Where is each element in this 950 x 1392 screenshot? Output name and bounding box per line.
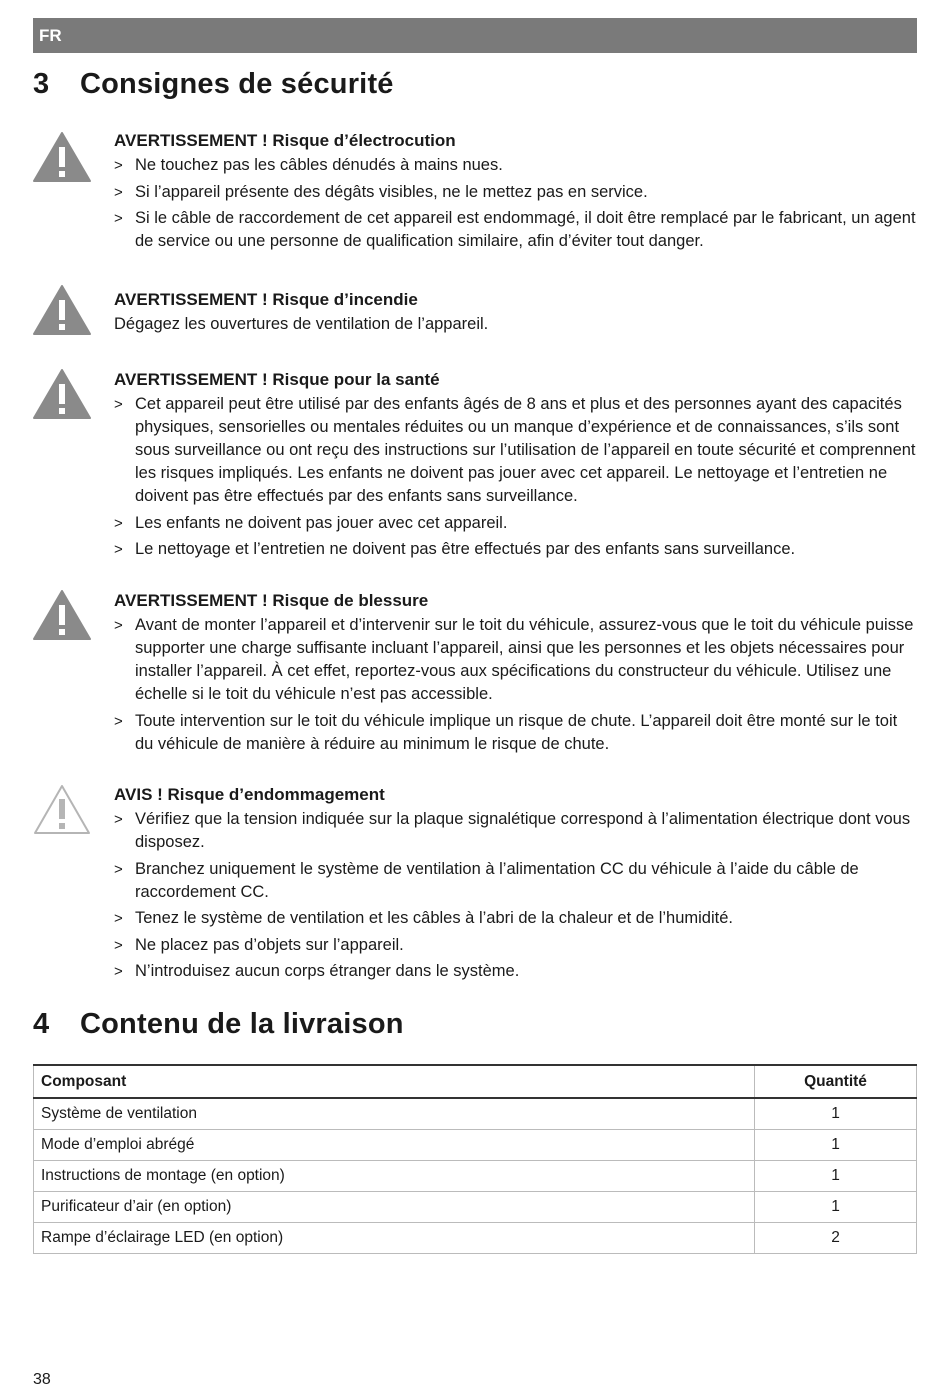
list-item (114, 960, 919, 983)
list-item-text: Cet appareil peut être utilisé par des enfants âgés de 8 ans et plus et des personnes ayant des capacités physiques, sensorielles ou mentales réduites ou un manque d’expérience et de connaissances, s’ils sont sous surveillance ou ont reçu des instructions sur l’utilisation de l’appareil en toute sécurité et comprennent les risques impliqués. Les enfants ne doivent pas jouer avec cet appareil. Le nettoyage et l’entretien ne doivent pas être effectués par des enfants sans surveillance. (135, 395, 916, 505)
quantity-cell: 2 (755, 1223, 917, 1254)
warning-list (114, 154, 919, 253)
notice-title: AVIS ! Risque d’endommagement (114, 785, 385, 804)
component-cell: Système de ventilation (34, 1098, 755, 1130)
bullet-chevron-icon: > (114, 963, 123, 980)
bullet-chevron-icon: > (114, 936, 123, 954)
section-title-text: Consignes de sécurité (80, 68, 394, 100)
component-cell: Instructions de montage (en option) (34, 1161, 755, 1192)
table-header-row (34, 1065, 917, 1098)
warning-triangle-icon (32, 131, 92, 183)
list-item-text: Avant de monter l’appareil et d’intervenir sur le toit du véhicule, assurez-vous que le toit du véhicule puisse supporter une charge suffisante incluant l’appareil, ainsi que les personnes et les objets nécessaires pour installer l’appareil. À cet effet, reportez-vous aux spécifications du constructeur du véhicule. Utilisez une échelle si le toit du véhicule n’est pas accessible. (135, 616, 914, 703)
list-item (114, 512, 919, 535)
notice-triangle-icon (32, 783, 92, 835)
list-item (114, 710, 919, 756)
list-item (114, 393, 919, 508)
table-row (34, 1192, 917, 1223)
component-cell: Purificateur d’air (en option) (34, 1192, 755, 1223)
component-cell: Mode d’emploi abrégé (34, 1130, 755, 1161)
section-number: 3 (33, 68, 50, 100)
warning-list (114, 614, 919, 756)
list-item (114, 907, 919, 930)
bullet-chevron-icon: > (114, 910, 123, 927)
column-header-quantity: Quantité (755, 1065, 917, 1098)
warning-triangle-icon (32, 368, 92, 420)
warning-title: AVERTISSEMENT ! Risque de blessure (114, 591, 429, 610)
section-number: 4 (33, 1008, 50, 1040)
table-row (34, 1161, 917, 1192)
warning-title: AVERTISSEMENT ! Risque pour la santé (114, 370, 440, 389)
bullet-chevron-icon: > (114, 860, 123, 878)
list-item (114, 181, 919, 204)
warning-triangle-icon (32, 284, 92, 336)
list-item-text: Vérifiez que la tension indiquée sur la plaque signalétique correspond à l’alimentation électrique dont vous disposez. (135, 810, 911, 851)
section-3-title (33, 68, 394, 101)
notice-list (114, 808, 919, 983)
language-header-bar (33, 18, 917, 53)
list-item (114, 934, 919, 957)
component-cell: Rampe d’éclairage LED (en option) (34, 1223, 755, 1254)
table-row (34, 1130, 917, 1161)
list-item (114, 207, 919, 253)
quantity-cell: 1 (755, 1161, 917, 1192)
table-row (34, 1223, 917, 1254)
list-item-text: N’introduisez aucun corps étranger dans le système. (135, 962, 520, 980)
list-item-text: Tenez le système de ventilation et les câbles à l’abri de la chaleur et de l’humidité. (135, 909, 733, 927)
bullet-chevron-icon: > (114, 210, 123, 227)
list-item-text: Si l’appareil présente des dégâts visibles, ne le mettez pas en service. (135, 182, 648, 201)
list-item (114, 154, 919, 177)
bullet-chevron-icon: > (114, 712, 123, 730)
warning-triangle-icon (32, 589, 92, 641)
list-item (114, 538, 919, 561)
page-number: 38 (33, 1371, 51, 1388)
list-item-text: Branchez uniquement le système de ventilation à l’alimentation CC du véhicule à l’aide du câble de raccordement CC. (135, 859, 859, 901)
language-label: FR (39, 26, 62, 45)
list-item (114, 808, 919, 854)
list-item-text: Ne placez pas d’objets sur l’appareil. (135, 935, 404, 954)
bullet-chevron-icon: > (114, 157, 123, 174)
warning-title: AVERTISSEMENT ! Risque d’incendie (114, 290, 418, 309)
list-item-text: Ne touchez pas les câbles dénudés à mains nues. (135, 156, 503, 174)
list-item-text: Le nettoyage et l’entretien ne doivent pas être effectués par des enfants sans surveillance. (135, 540, 796, 558)
section-title-text: Contenu de la livraison (80, 1008, 404, 1040)
bullet-chevron-icon: > (114, 541, 123, 558)
warning-title: AVERTISSEMENT ! Risque d’électrocution (114, 131, 456, 150)
list-item (114, 858, 919, 904)
table-row (34, 1098, 917, 1130)
bullet-chevron-icon: > (114, 396, 123, 413)
bullet-chevron-icon: > (114, 183, 123, 201)
quantity-cell: 1 (755, 1130, 917, 1161)
warning-list (114, 393, 919, 561)
bullet-chevron-icon: > (114, 514, 123, 532)
quantity-cell: 1 (755, 1192, 917, 1223)
list-item-text: Les enfants ne doivent pas jouer avec cet appareil. (135, 513, 508, 532)
column-header-component: Composant (34, 1065, 755, 1098)
quantity-cell: 1 (755, 1098, 917, 1130)
bullet-chevron-icon: > (114, 811, 123, 828)
warning-text: Dégagez les ouvertures de ventilation de l’appareil. (114, 315, 489, 333)
list-item (114, 614, 919, 706)
section-4-title (33, 1008, 404, 1041)
list-item-text: Toute intervention sur le toit du véhicule implique un risque de chute. L’appareil doit être monté sur le toit du véhicule de manière à réduire au minimum le risque de chute. (135, 711, 898, 753)
delivery-contents-table (33, 1064, 917, 1254)
list-item-text: Si le câble de raccordement de cet appareil est endommagé, il doit être remplacé par le fabricant, un agent de service ou une personne de qualification similaire, afin d’éviter tout danger. (135, 209, 916, 250)
bullet-chevron-icon: > (114, 617, 123, 634)
